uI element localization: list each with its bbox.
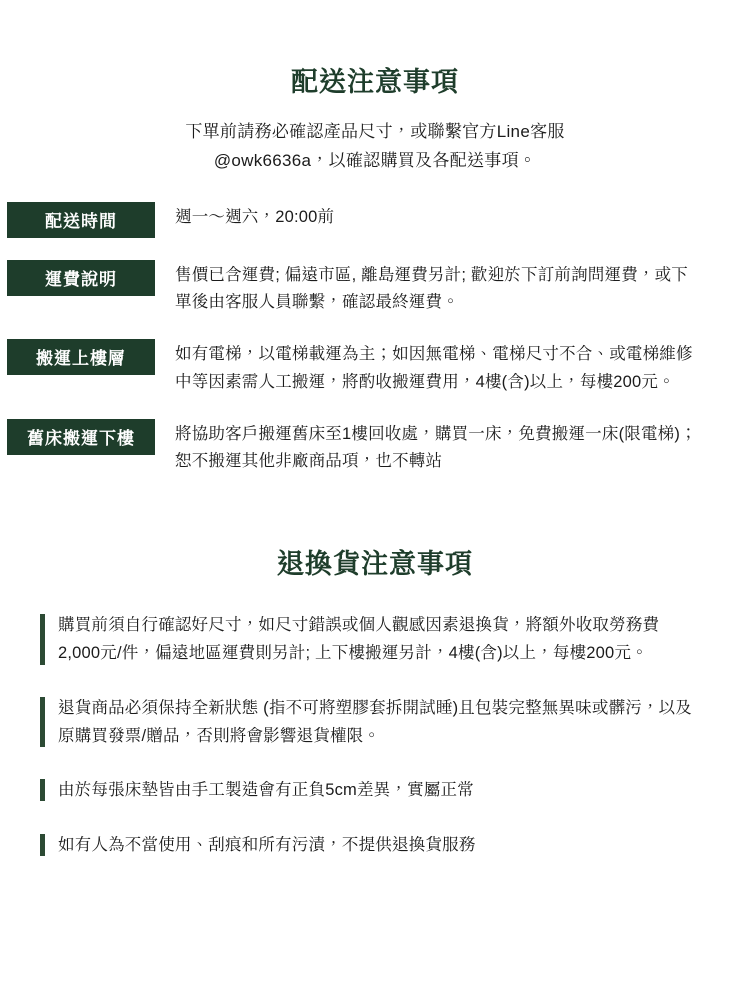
row-value-shipping-fee: 售價已含運費; 偏遠市區, 離島運費另計; 歡迎於下訂前詢問運費，或下單後由客服人員聯繫，確認最終運費。: [175, 265, 689, 312]
list-item: 由於每張床墊皆由手工製造會有正負5cm差異，實屬正常: [40, 776, 698, 804]
product-notice-page: [0, 18, 750, 997]
delivery-intro: [52, 117, 698, 175]
row-label-shipping-fee: 運費說明: [7, 260, 155, 296]
row-label-delivery-time: 配送時間: [7, 202, 155, 238]
row-label-old-bed-removal: 舊床搬運下樓: [7, 419, 155, 455]
delivery-intro-line-2: @owk6636a，以確認購買及各配送事項。: [213, 151, 537, 171]
return-notes-list: [40, 611, 698, 859]
list-item: 如有人為不當使用、刮痕和所有污漬，不提供退換貨服務: [40, 831, 698, 859]
row-label-carry-upstairs: 搬運上樓層: [7, 339, 155, 375]
table-row: [45, 260, 698, 317]
table-row: [27, 419, 698, 476]
table-row: [45, 202, 698, 238]
return-section-title: 退換貨注意事項: [277, 548, 473, 579]
row-value-delivery-time: 週一～週六，20:00前: [175, 207, 335, 226]
delivery-section-title: 配送注意事項: [291, 67, 459, 98]
row-value-old-bed-removal: 將協助客戶搬運舊床至1樓回收處，購買一床，免費搬運一床(限電梯)；恕不搬運其他非廠商品項，也不轉站: [175, 424, 697, 471]
row-value-carry-upstairs: 如有電梯，以電梯載運為主；如因無電梯、電梯尺寸不合、或電梯維修中等因素需人工搬運，將酌收搬運費用，4樓(含)以上，每樓200元。: [175, 345, 693, 391]
list-item: 退貨商品必須保持全新狀態 (指不可將塑膠套拆開試睡)且包裝完整無異味或髒污，以及原購買發票/贈品，否則將會影響退貨權限。: [40, 694, 698, 751]
delivery-intro-line-1: 下單前請務必確認產品尺寸，或聯繫官方Line客服: [185, 122, 565, 142]
delivery-info-table: [27, 202, 698, 476]
table-row: [36, 339, 698, 396]
list-item: 購買前須自行確認好尺寸，如尺寸錯誤或個人觀感因素退換貨，將額外收取勞務費 2,000元/件，偏遠地區運費則另計; 上下樓搬運另計，4樓(含)以上，每樓200元。: [40, 611, 698, 668]
